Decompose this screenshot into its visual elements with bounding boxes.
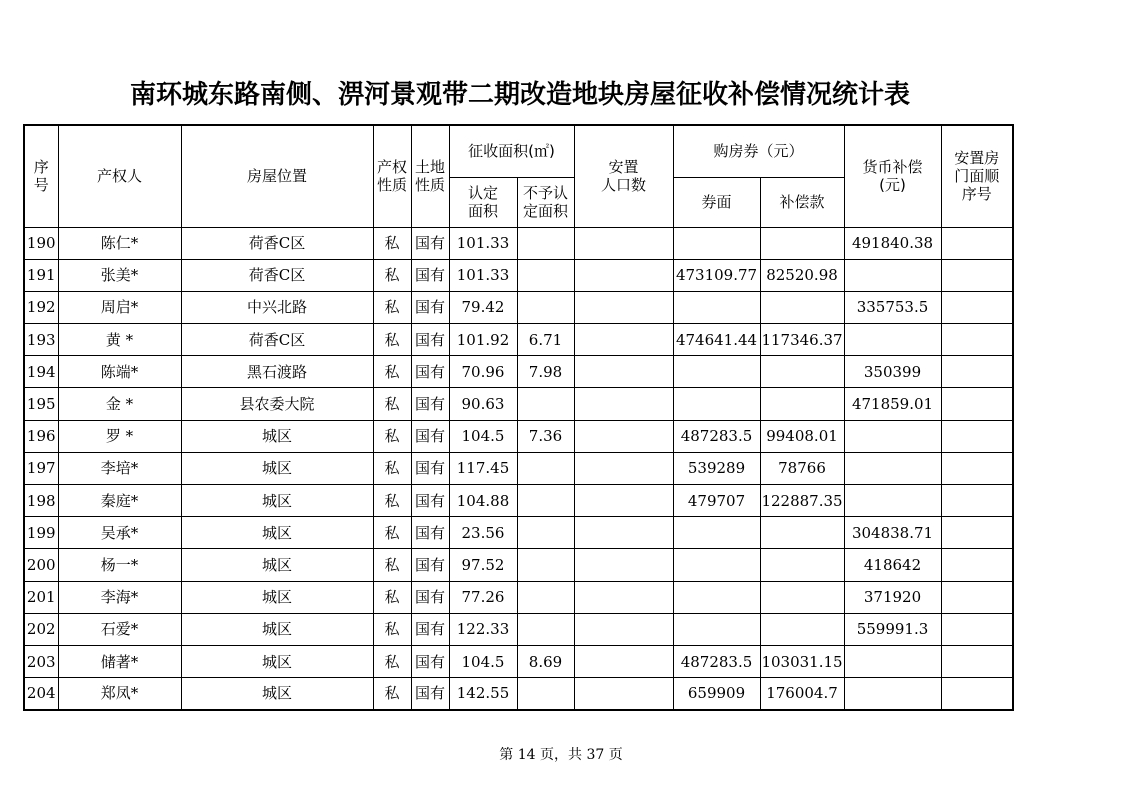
cell-seq: 190 [24,227,58,259]
cell-voucher-comp: 82520.98 [760,259,844,291]
cell-shop [941,678,1013,710]
cell-voucher-face: 473109.77 [673,259,760,291]
cell-seq: 200 [24,549,58,581]
cell-owner: 秦庭* [58,485,181,517]
cell-nature: 私 [373,356,411,388]
cell-cash [844,485,941,517]
cell-cash [844,452,941,484]
cell-area: 101.33 [449,259,517,291]
header-seq-line1: 序 [33,158,49,177]
cell-seq: 194 [24,356,58,388]
header-land-line2: 性质 [414,176,445,195]
cell-nature: 私 [373,388,411,420]
cell-location: 城区 [181,581,373,613]
cell-resettle [574,356,673,388]
cell-nature: 私 [373,420,411,452]
cell-resettle [574,324,673,356]
cell-shop [941,388,1013,420]
cell-unrecognized-area [517,517,574,549]
cell-location: 黑石渡路 [181,356,373,388]
cell-land: 国有 [411,324,449,356]
cell-cash [844,420,941,452]
cell-cash: 350399 [844,356,941,388]
cell-voucher-face: 487283.5 [673,645,760,677]
header-area-group [449,125,574,177]
cell-nature: 私 [373,613,411,645]
cell-shop [941,324,1013,356]
cell-resettle [574,549,673,581]
cell-land: 国有 [411,291,449,323]
cell-unrecognized-area [517,613,574,645]
header-voucher-face-label: 券面 [701,193,732,211]
cell-location: 城区 [181,549,373,581]
header-area-recognized-line1: 认定 [467,184,498,202]
cell-land: 国有 [411,549,449,581]
header-owner [58,125,181,227]
header-shop-line1: 安置房 [954,149,1000,168]
table-row [24,517,1013,549]
cell-owner: 陈端* [58,356,181,388]
table-row [24,485,1013,517]
cell-shop [941,259,1013,291]
cell-nature: 私 [373,678,411,710]
table-body [24,227,1013,710]
cell-location: 城区 [181,452,373,484]
cell-owner: 李海* [58,581,181,613]
header-area-unrecognized [517,177,574,227]
cell-owner: 黄 * [58,324,181,356]
cell-seq: 192 [24,291,58,323]
cell-area: 104.5 [449,645,517,677]
cell-area: 90.63 [449,388,517,420]
cell-area: 101.92 [449,324,517,356]
header-resettle-line2: 人口数 [600,176,646,195]
cell-voucher-face [673,581,760,613]
cell-voucher-face [673,291,760,323]
cell-cash [844,678,941,710]
table-row [24,356,1013,388]
header-area-recognized-line2: 面积 [467,202,498,220]
cell-seq: 197 [24,452,58,484]
header-nature-line2: 性质 [376,176,407,195]
cell-voucher-comp [760,388,844,420]
cell-cash: 559991.3 [844,613,941,645]
table-row [24,291,1013,323]
cell-unrecognized-area: 7.36 [517,420,574,452]
cell-area: 122.33 [449,613,517,645]
cell-voucher-comp: 103031.15 [760,645,844,677]
table-row [24,420,1013,452]
cell-nature: 私 [373,291,411,323]
cell-voucher-comp [760,227,844,259]
table-row [24,324,1013,356]
cell-shop [941,227,1013,259]
cell-land: 国有 [411,613,449,645]
cell-voucher-comp [760,517,844,549]
header-location-label: 房屋位置 [246,167,307,186]
cell-unrecognized-area: 7.98 [517,356,574,388]
cell-unrecognized-area [517,227,574,259]
header-shop-line3: 序号 [961,185,992,204]
header-resettle-line1: 安置 [608,158,639,177]
header-area-recognized [449,177,517,227]
cell-voucher-comp: 122887.35 [760,485,844,517]
header-land-line1: 土地 [414,158,445,177]
cell-nature: 私 [373,227,411,259]
cell-location: 城区 [181,678,373,710]
cell-cash [844,645,941,677]
cell-resettle [574,678,673,710]
cell-shop [941,645,1013,677]
cell-land: 国有 [411,420,449,452]
cell-resettle [574,420,673,452]
table-row [24,678,1013,710]
cell-cash: 304838.71 [844,517,941,549]
cell-seq: 196 [24,420,58,452]
cell-area: 77.26 [449,581,517,613]
table-row [24,259,1013,291]
cell-shop [941,485,1013,517]
header-nature [373,125,411,227]
header-area-unrecognized-line1: 不予认 [522,184,568,202]
cell-shop [941,581,1013,613]
cell-land: 国有 [411,485,449,517]
cell-owner: 金 * [58,388,181,420]
cell-shop [941,517,1013,549]
cell-resettle [574,645,673,677]
header-voucher-comp [760,177,844,227]
cell-voucher-face [673,549,760,581]
cell-cash: 418642 [844,549,941,581]
cell-resettle [574,613,673,645]
page-title: 南环城东路南侧、淠河景观带二期改造地块房屋征收补偿情况统计表 [129,80,910,110]
cell-voucher-face [673,388,760,420]
cell-area: 142.55 [449,678,517,710]
cell-area: 23.56 [449,517,517,549]
cell-voucher-face: 479707 [673,485,760,517]
page-footer: 第 14 页，共 37 页 [499,747,623,763]
header-voucher-group-label: 购房券（元） [713,142,804,161]
cell-land: 国有 [411,388,449,420]
header-voucher-face [673,177,760,227]
cell-resettle [574,388,673,420]
cell-voucher-comp [760,581,844,613]
cell-voucher-comp [760,549,844,581]
table-row [24,452,1013,484]
cell-land: 国有 [411,678,449,710]
cell-unrecognized-area: 8.69 [517,645,574,677]
header-resettle [574,125,673,227]
cell-area: 101.33 [449,227,517,259]
header-area-group-label: 征收面积(㎡) [468,142,555,161]
cell-location: 县农委大院 [181,388,373,420]
cell-area: 117.45 [449,452,517,484]
cell-owner: 陈仁* [58,227,181,259]
table-row [24,549,1013,581]
cell-owner: 吴承* [58,517,181,549]
cell-resettle [574,485,673,517]
cell-unrecognized-area [517,549,574,581]
cell-nature: 私 [373,645,411,677]
cell-voucher-comp: 117346.37 [760,324,844,356]
cell-area: 79.42 [449,291,517,323]
cell-seq: 193 [24,324,58,356]
table-row [24,227,1013,259]
cell-shop [941,549,1013,581]
cell-voucher-face [673,517,760,549]
cell-location: 城区 [181,517,373,549]
cell-location: 荷香C区 [181,324,373,356]
cell-nature: 私 [373,324,411,356]
cell-seq: 202 [24,613,58,645]
cell-unrecognized-area [517,259,574,291]
cell-unrecognized-area [517,291,574,323]
cell-nature: 私 [373,581,411,613]
header-voucher-comp-label: 补偿款 [779,193,825,211]
cell-location: 荷香C区 [181,227,373,259]
cell-nature: 私 [373,485,411,517]
cell-voucher-face: 659909 [673,678,760,710]
cell-seq: 198 [24,485,58,517]
table-row [24,645,1013,677]
cell-area: 70.96 [449,356,517,388]
cell-area: 104.88 [449,485,517,517]
header-row-1 [24,125,1013,177]
cell-unrecognized-area [517,485,574,517]
cell-voucher-face [673,227,760,259]
cell-cash: 335753.5 [844,291,941,323]
cell-resettle [574,259,673,291]
cell-location: 城区 [181,420,373,452]
cell-cash: 471859.01 [844,388,941,420]
cell-seq: 204 [24,678,58,710]
cell-owner: 李培* [58,452,181,484]
cell-location: 城区 [181,645,373,677]
cell-shop [941,452,1013,484]
cell-owner: 杨一* [58,549,181,581]
cell-voucher-face: 539289 [673,452,760,484]
cell-cash: 371920 [844,581,941,613]
header-voucher-group [673,125,844,177]
table-row [24,613,1013,645]
cell-owner: 罗 * [58,420,181,452]
cell-owner: 储著* [58,645,181,677]
cell-land: 国有 [411,645,449,677]
header-nature-line1: 产权 [376,158,407,177]
cell-shop [941,613,1013,645]
cell-unrecognized-area [517,452,574,484]
header-shop [941,125,1013,227]
header-shop-line2: 门面顺 [954,167,1000,186]
cell-unrecognized-area [517,678,574,710]
cell-land: 国有 [411,452,449,484]
cell-resettle [574,452,673,484]
cell-voucher-face: 474641.44 [673,324,760,356]
header-cash [844,125,941,227]
cell-nature: 私 [373,452,411,484]
cell-owner: 郑凤* [58,678,181,710]
cell-area: 104.5 [449,420,517,452]
cell-seq: 195 [24,388,58,420]
cell-cash [844,324,941,356]
cell-voucher-face [673,613,760,645]
cell-location: 城区 [181,485,373,517]
cell-land: 国有 [411,581,449,613]
table-row [24,388,1013,420]
cell-location: 荷香C区 [181,259,373,291]
cell-owner: 周启* [58,291,181,323]
cell-land: 国有 [411,517,449,549]
header-seq-line2: 号 [33,176,49,195]
cell-resettle [574,581,673,613]
header-land [411,125,449,227]
header-area-unrecognized-line2: 定面积 [522,202,568,220]
cell-nature: 私 [373,259,411,291]
cell-unrecognized-area: 6.71 [517,324,574,356]
cell-seq: 191 [24,259,58,291]
cell-location: 城区 [181,613,373,645]
cell-shop [941,420,1013,452]
cell-resettle [574,517,673,549]
cell-unrecognized-area [517,388,574,420]
cell-owner: 石爱* [58,613,181,645]
cell-land: 国有 [411,259,449,291]
cell-cash: 491840.38 [844,227,941,259]
cell-voucher-comp: 176004.7 [760,678,844,710]
cell-seq: 203 [24,645,58,677]
compensation-table [23,124,1014,711]
cell-resettle [574,291,673,323]
cell-seq: 199 [24,517,58,549]
header-cash-line2: (元) [879,176,906,195]
cell-location: 中兴北路 [181,291,373,323]
cell-unrecognized-area [517,581,574,613]
cell-voucher-face [673,356,760,388]
cell-voucher-comp [760,613,844,645]
table-row [24,581,1013,613]
header-cash-line1: 货币补偿 [862,158,923,177]
cell-voucher-comp [760,291,844,323]
cell-seq: 201 [24,581,58,613]
header-owner-label: 产权人 [96,167,142,186]
cell-owner: 张美* [58,259,181,291]
cell-shop [941,356,1013,388]
cell-nature: 私 [373,517,411,549]
cell-land: 国有 [411,356,449,388]
header-location [181,125,373,227]
header-seq [24,125,58,227]
cell-cash [844,259,941,291]
cell-voucher-comp: 99408.01 [760,420,844,452]
cell-land: 国有 [411,227,449,259]
cell-nature: 私 [373,549,411,581]
cell-voucher-comp: 78766 [760,452,844,484]
cell-voucher-comp [760,356,844,388]
cell-shop [941,291,1013,323]
cell-voucher-face: 487283.5 [673,420,760,452]
cell-area: 97.52 [449,549,517,581]
cell-resettle [574,227,673,259]
